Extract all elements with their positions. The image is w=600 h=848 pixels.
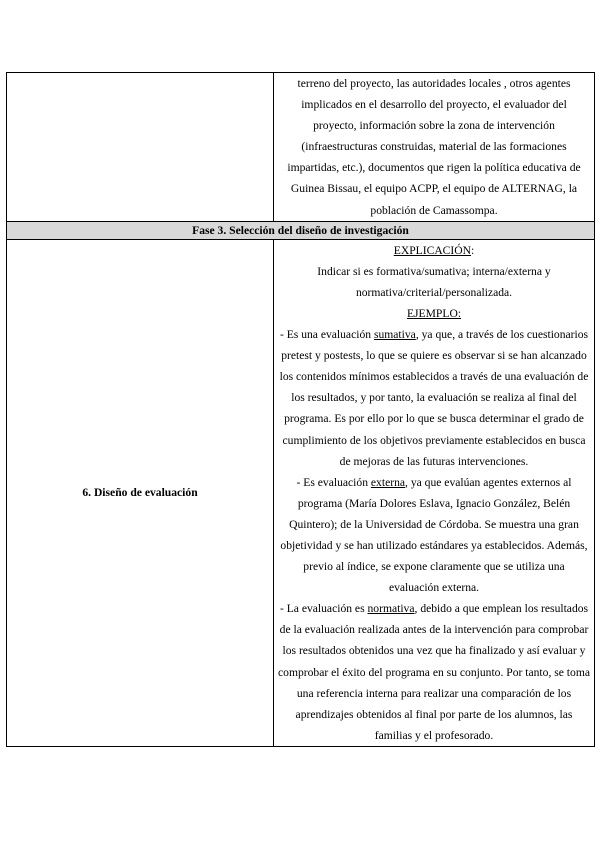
explanation-heading-colon: : (471, 243, 475, 257)
normative-paragraph (277, 598, 591, 746)
explanation-heading (277, 240, 591, 261)
design-label: 6. Diseño de evaluación (7, 239, 274, 746)
table-row (7, 239, 595, 746)
text-line: implicados en el desarrollo del proyecto, el evaluador del (301, 98, 567, 112)
text-line: terreno del proyecto, las autoridades locales , otros agentes (297, 77, 571, 90)
sources-cell (274, 73, 595, 222)
empty-left-cell (7, 73, 274, 222)
text-line: impartidas, etc.), documentos que rigen la política educativa de (287, 161, 581, 175)
phase-title: Fase 3. Selección del diseño de investigación (7, 221, 595, 239)
explanation-heading-text: EXPLICACIÓN (393, 243, 472, 257)
summative-pre: - Es una evaluación (279, 328, 374, 342)
external-post: , ya que evalúan agentes externos al programa (María Dolores Eslava, Ignacio González, Belén Quintero); de la Universidad de Córdoba. Se muestra una gran objetividad y se han utilizado estándares ya establecidos. Además, previo al índice, se expone claramente que se utiliza una evaluación externa. (280, 475, 588, 595)
text-line: proyecto, información sobre la zona de intervención (313, 119, 555, 133)
text-line: Guinea Bissau, el equipo ACPP, el equipo de ALTERNAG, la (290, 182, 578, 196)
normative-term: normativa (367, 602, 415, 616)
summative-term: sumativa (373, 328, 416, 342)
evaluation-table (6, 72, 595, 747)
example-heading-text: EJEMPLO: (406, 306, 462, 320)
phase-header-row (7, 221, 595, 239)
summative-paragraph (277, 324, 591, 472)
example-heading (277, 303, 591, 324)
external-pre: - Es evaluación (296, 475, 371, 489)
design-content-cell (274, 239, 595, 746)
external-paragraph (277, 472, 591, 599)
summative-post: , ya que, a través de los cuestionarios pretest y postests, lo que se quiere es observar si se han alcanzado los contenidos mínimos establecidos a través de una evaluación de los resultados, y por tanto, la evaluación se realiza al final del programa. Es por ello por lo que se busca determinar el grado de cumplimiento de los objetivos previamente establecidos en busca de mejoras de las futuras intervenciones. (279, 328, 589, 468)
normative-pre: - La evaluación es (279, 602, 368, 616)
text-line: población de Camassompa. (370, 203, 498, 217)
normative-post: , debido a que emplean los resultados de la evaluación realizada antes de la intervención para comprobar los resultados obtenidos una vez que ha finalizado y así evaluar y comprobar el éxito del programa en su conjunto. Por tanto, se toma una referencia interna para realizar una comparación de los aprendizajes obtenidos al final por parte de los alumnos, las familias y el profesorado. (278, 602, 590, 742)
table-row (7, 73, 595, 222)
explanation-text: Indicar si es formativa/sumativa; interna/externa y normativa/criterial/personalizada. (317, 264, 551, 299)
external-term: externa (370, 475, 406, 489)
text-line: (infraestructuras construidas, material de las formaciones (301, 140, 567, 154)
